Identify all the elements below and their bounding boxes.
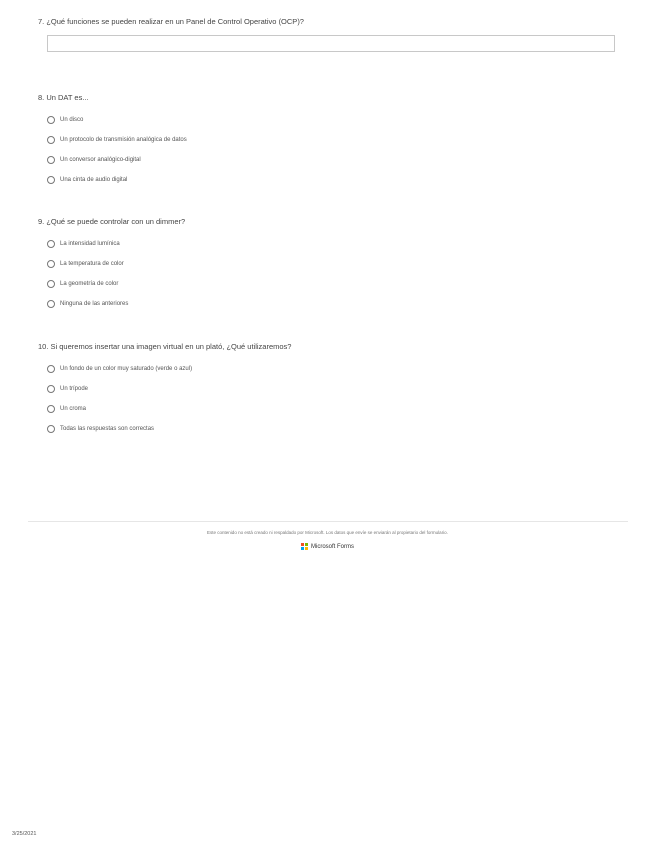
- radio-button[interactable]: [47, 156, 55, 164]
- radio-button[interactable]: [47, 240, 55, 248]
- question-8-options: [47, 110, 187, 190]
- question-8-option[interactable]: [47, 150, 187, 170]
- logo-square-yellow: [305, 547, 308, 550]
- question-7-title: 7. ¿Qué funciones se pueden realizar en un Panel de Control Operativo (OCP)?: [38, 17, 304, 26]
- question-7-answer-input[interactable]: [47, 35, 615, 52]
- footer-notice: Este contenido no está creado ni respaldado por Microsoft. Los datos que envíe se enviarán al propietario del formulario.: [207, 530, 448, 535]
- option-label: Un croma: [60, 406, 87, 412]
- radio-button[interactable]: [47, 365, 55, 373]
- question-8-option[interactable]: [47, 110, 187, 130]
- page-date: 3/25/2021: [12, 831, 37, 837]
- question-10-title: 10. Si queremos insertar una imagen virtual en un plató, ¿Qué utilizaremos?: [38, 342, 292, 351]
- option-label: Un fondo de un color muy saturado (verde o azul): [60, 366, 193, 372]
- radio-button[interactable]: [47, 405, 55, 413]
- radio-button[interactable]: [47, 176, 55, 184]
- question-9-option[interactable]: [47, 234, 185, 254]
- question-10-options: [47, 359, 291, 439]
- question-8-title: 8. Un DAT es...: [38, 93, 89, 102]
- radio-button[interactable]: [47, 425, 55, 433]
- option-label: Todas las respuestas son correctas: [60, 426, 155, 432]
- microsoft-logo-icon: [301, 543, 308, 550]
- question-10: [38, 342, 291, 439]
- radio-button[interactable]: [47, 136, 55, 144]
- brand-label: Microsoft Forms: [310, 543, 354, 550]
- microsoft-forms-brand[interactable]: [0, 543, 655, 550]
- question-10-option[interactable]: [47, 419, 291, 439]
- question-9-title: 9. ¿Qué se puede controlar con un dimmer?: [38, 217, 186, 226]
- radio-button[interactable]: [47, 385, 55, 393]
- option-label: Un trípode: [60, 386, 89, 392]
- option-label: La geometría de color: [60, 281, 119, 287]
- question-8-option[interactable]: [47, 170, 187, 190]
- option-label: La temperatura de color: [60, 261, 124, 267]
- option-label: La intensidad lumínica: [60, 241, 120, 247]
- option-label: Un disco: [60, 117, 84, 123]
- question-9-option[interactable]: [47, 254, 185, 274]
- radio-button[interactable]: [47, 116, 55, 124]
- question-9-options: [47, 234, 185, 314]
- footer-divider: [28, 521, 628, 522]
- question-9-option[interactable]: [47, 294, 185, 314]
- radio-button[interactable]: [47, 260, 55, 268]
- radio-button[interactable]: [47, 300, 55, 308]
- option-label: Un protocolo de transmisión analógica de datos: [60, 137, 187, 143]
- logo-square-red: [301, 543, 304, 546]
- question-10-option[interactable]: [47, 359, 291, 379]
- option-label: Una cinta de audio digital: [60, 177, 128, 183]
- radio-button[interactable]: [47, 280, 55, 288]
- question-9: [38, 217, 185, 314]
- question-10-option[interactable]: [47, 399, 291, 419]
- option-label: Ninguna de las anteriores: [60, 301, 129, 307]
- logo-square-blue: [301, 547, 304, 550]
- logo-square-green: [305, 543, 308, 546]
- question-10-option[interactable]: [47, 379, 291, 399]
- question-8-option[interactable]: [47, 130, 187, 150]
- question-7: [38, 17, 618, 52]
- option-label: Un conversor analógico-digital: [60, 157, 141, 163]
- question-8: [38, 93, 187, 190]
- question-9-option[interactable]: [47, 274, 185, 294]
